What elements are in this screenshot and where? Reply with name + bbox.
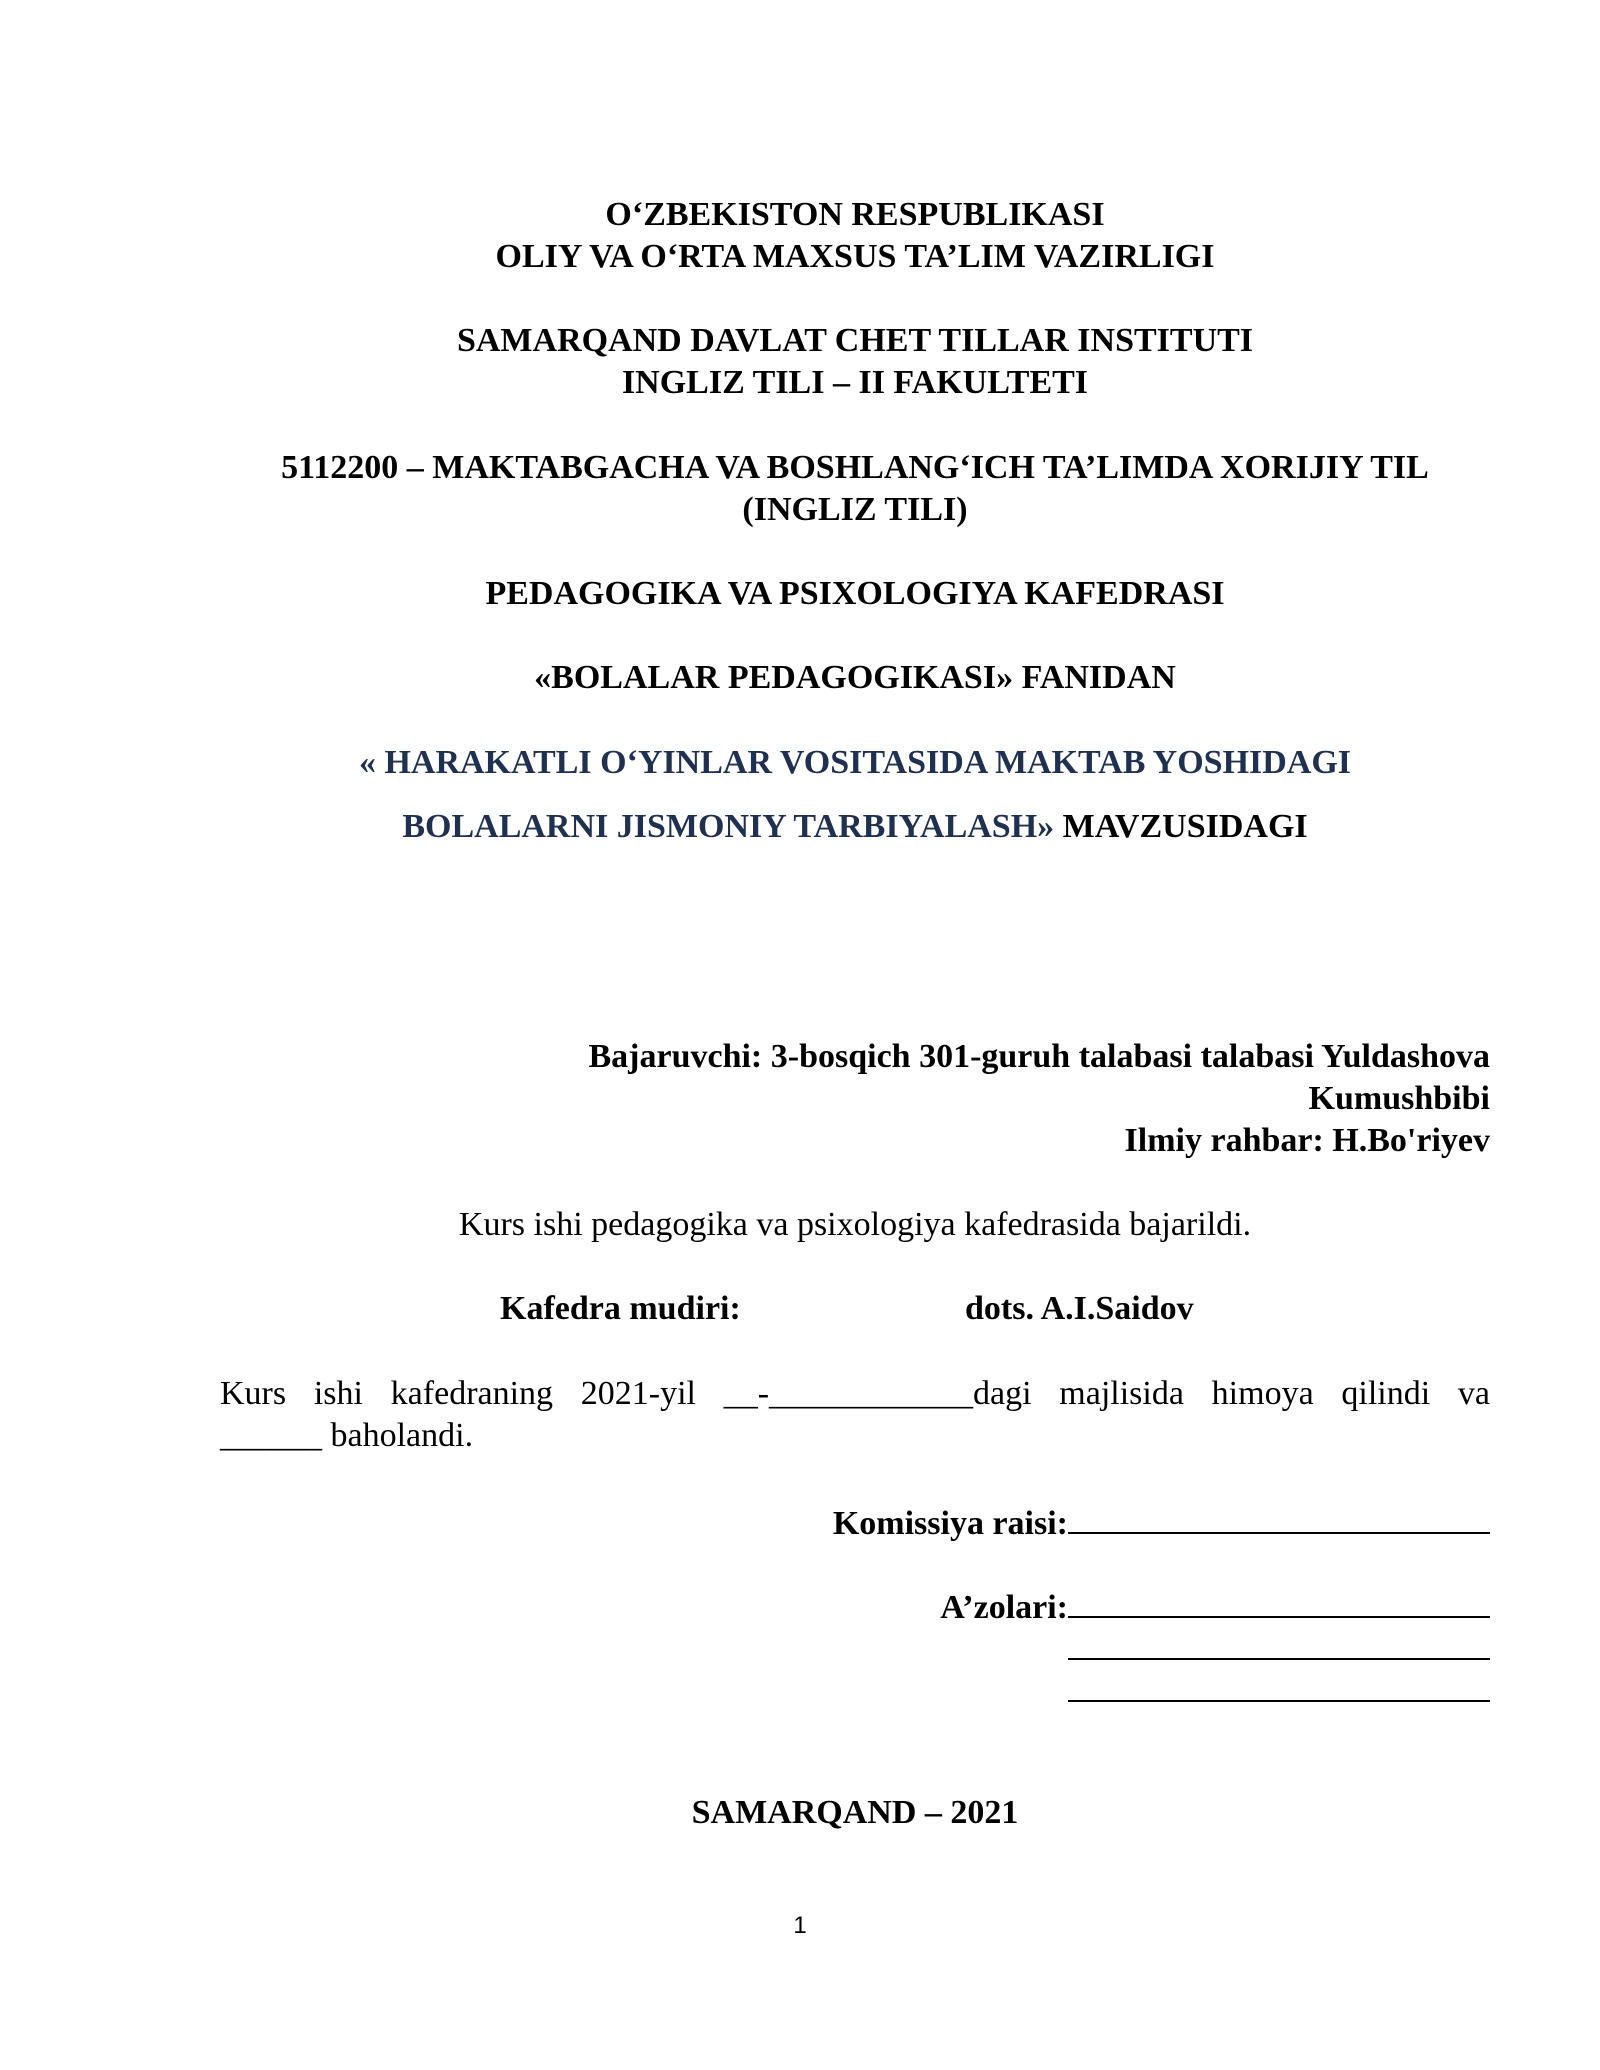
member-signature-line-1 bbox=[1068, 1582, 1490, 1618]
topic-line-1: « HARAKATLI O‘YINLAR VOSITASIDA MAKTAB YOSHIDAGI bbox=[358, 744, 1352, 781]
commission-chair-signature-line bbox=[1068, 1498, 1490, 1534]
defense-line-2: ______ baholandi. bbox=[220, 1417, 474, 1454]
completion-note: Kurs ishi pedagogika va psixologiya kafedrasida bajarildi. bbox=[458, 1206, 1252, 1243]
city-year: SAMARQAND – 2021 bbox=[691, 1794, 1019, 1831]
topic-line-2 bbox=[220, 806, 1490, 848]
header-institute: SAMARQAND DAVLAT CHET TILLAR INSTITUTI bbox=[456, 322, 1254, 359]
defense-line-1: Kurs ishi kafedraning 2021-yil __-____________dagi majlisida himoya qilindi va bbox=[220, 1375, 1490, 1412]
member-signature-line-2 bbox=[1068, 1624, 1490, 1660]
header-ministry: OLIY VA O‘RTA MAXSUS TA’LIM VAZIRLIGI bbox=[495, 238, 1215, 275]
commission-members-label: A’zolari: bbox=[940, 1589, 1068, 1626]
commission-chair-label: Komissiya raisi: bbox=[832, 1505, 1068, 1542]
header-faculty: INGLIZ TILI – II FAKULTETI bbox=[621, 364, 1089, 401]
commission-members bbox=[220, 1582, 1490, 1629]
header-specialty: 5112200 – MAKTABGACHA VA BOSHLANG‘ICH TA’LIMDA XORIJIY TIL bbox=[281, 449, 1429, 486]
topic-line-2-title: BOLALARNI JISMONIY TARBIYALASH» bbox=[402, 808, 1055, 845]
head-of-department-label: Kafedra mudiri: bbox=[500, 1290, 741, 1327]
head-of-department-name: dots. A.I.Saidov bbox=[965, 1290, 1194, 1327]
page-number: 1 bbox=[793, 1912, 807, 1939]
topic-line-2-suffix: MAVZUSIDAGI bbox=[1054, 808, 1308, 845]
header-subject: «BOLALAR PEDAGOGIKASI» FANIDAN bbox=[534, 659, 1176, 696]
commission-members-extra-2 bbox=[220, 1666, 1490, 1713]
commission-chair bbox=[220, 1498, 1490, 1545]
header-specialty-language: (INGLIZ TILI) bbox=[742, 491, 968, 528]
header-department: PEDAGOGIKA VA PSIXOLOGIYA KAFEDRASI bbox=[485, 575, 1225, 612]
supervisor-line: Ilmiy rahbar: H.Bo'riyev bbox=[1124, 1122, 1490, 1159]
author-name: Kumushbibi bbox=[1308, 1080, 1490, 1117]
member-signature-line-3 bbox=[1068, 1666, 1490, 1702]
author-line: Bajaruvchi: 3-bosqich 301-guruh talabasi talabasi Yuldashova bbox=[588, 1038, 1490, 1075]
header-country: O‘ZBEKISTON RESPUBLIKASI bbox=[605, 196, 1105, 233]
commission-members-extra-1 bbox=[220, 1624, 1490, 1671]
